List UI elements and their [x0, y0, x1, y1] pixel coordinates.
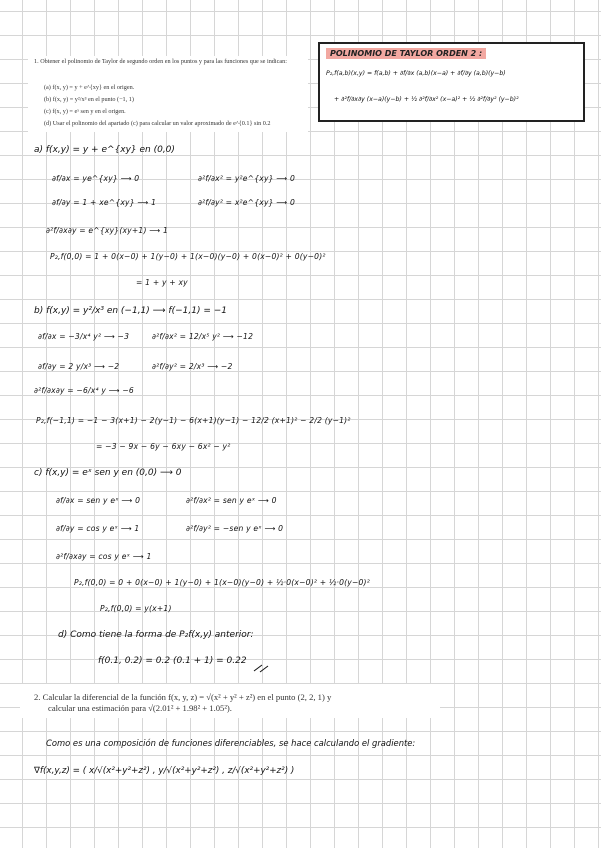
part-d-text: d) Como tiene la forma de P₂f(x,y) anterior: [58, 630, 254, 640]
part-c-polynomial: P₂,f(0,0) = 0 + 0(x−0) + 1(y−0) + 1(x−0)(y−0) + ½·0(x−0)² + ½·0(y−0)² [74, 578, 370, 587]
part-c-deriv-y: ∂f/∂y = cos y eˣ ⟶ 1 [56, 524, 140, 533]
part-a-result: = 1 + y + xy [136, 278, 188, 287]
answer2-gradient: ∇f(x,y,z) = ( x/√(x²+y²+z²) , y/√(x²+y²+z²) , z/√(x²+y²+z²) ) [34, 766, 295, 776]
part-b-deriv-x: ∂f/∂x = −3/x⁴ y² ⟶ −3 [38, 332, 130, 341]
part-a-deriv-xy: ∂²f/∂x∂y = e^{xy}(xy+1) ⟶ 1 [46, 226, 168, 235]
problem1-item-c: (c) f(x, y) = eˣ sen y en el origen. [44, 108, 126, 115]
problem1-item-b: (b) f(x, y) = y²/x³ en el punto (−1, 1) [44, 96, 134, 103]
taylor-formula-line2: + ∂²f/∂x∂y (x−a)(y−b) + ½ ∂²f/∂x² (x−a)² + ½ ∂²f/∂y² (y−b)² [334, 96, 519, 103]
part-c-deriv-yy: ∂²f/∂y² = −sen y eˣ ⟶ 0 [186, 524, 284, 533]
part-a-deriv-yy: ∂²f/∂y² = x²e^{xy} ⟶ 0 [198, 198, 296, 207]
taylor-formula-box [318, 42, 585, 122]
part-a-deriv-x: ∂f/∂x = ye^{xy} ⟶ 0 [52, 174, 140, 183]
part-d-result: f(0.1, 0.2) = 0.2 (0.1 + 1) = 0.22 [98, 656, 247, 666]
part-b-deriv-yy: ∂²f/∂y² = 2/x³ ⟶ −2 [152, 362, 233, 371]
part-a-deriv-xx: ∂²f/∂x² = y²e^{xy} ⟶ 0 [198, 174, 296, 183]
problem2-block [20, 684, 440, 718]
part-c-header: c) f(x,y) = eˣ sen y en (0,0) ⟶ 0 [34, 468, 182, 478]
taylor-box-title: POLINOMIO DE TAYLOR ORDEN 2 : [326, 48, 486, 59]
part-c-result: P₂,f(0,0) = y(x+1) [100, 604, 172, 613]
problem1-intro: 1. Obtener el polinomio de Taylor de segundo orden en los puntos y para las funciones que se indican: [34, 58, 287, 65]
part-c-deriv-xx: ∂²f/∂x² = sen y eˣ ⟶ 0 [186, 496, 277, 505]
result-underline-marks [252, 663, 272, 673]
part-c-deriv-xy: ∂²f/∂x∂y = cos y eˣ ⟶ 1 [56, 552, 152, 561]
problem1-item-a: (a) f(x, y) = y + e^{xy} en el origen. [44, 84, 135, 91]
part-a-polynomial: P₂,f(0,0) = 1 + 0(x−0) + 1(y−0) + 1(x−0)(y−0) + 0(x−0)² + 0(y−0)² [50, 252, 326, 261]
part-a-header: a) f(x,y) = y + e^{xy} en (0,0) [34, 145, 175, 155]
part-b-polynomial: P₂,f(−1,1) = −1 − 3(x+1) − 2(y−1) − 6(x+1)(y−1) − 12/2 (x+1)² − 2/2 (y−1)² [36, 416, 351, 425]
part-a-deriv-y: ∂f/∂y = 1 + xe^{xy} ⟶ 1 [52, 198, 157, 207]
part-b-deriv-xx: ∂²f/∂x² = 12/x⁵ y² ⟶ −12 [152, 332, 254, 341]
part-b-result: = −3 − 9x − 6y − 6xy − 6x² − y² [96, 442, 231, 451]
problem2-line1: 2. Calcular la diferencial de la función f(x, y, z) = √(x² + y² + z²) en el punto (2, 2, 1) y [34, 692, 332, 702]
taylor-formula-line1: P₂,f(a,b)(x,y) = f(a,b) + ∂f/∂x (a,b)(x−a) + ∂f/∂y (a,b)(y−b) [326, 70, 506, 77]
answer2-text: Como es una composición de funciones diferenciables, se hace calculando el gradiente: [46, 738, 416, 748]
problem2-line2: calcular una estimación para √(2.01² + 1.98² + 1.05²). [48, 703, 232, 713]
part-b-header: b) f(x,y) = y²/x³ en (−1,1) ⟶ f(−1,1) = −1 [34, 306, 227, 316]
part-c-deriv-x: ∂f/∂x = sen y eˣ ⟶ 0 [56, 496, 141, 505]
part-b-deriv-xy: ∂²f/∂x∂y = −6/x⁴ y ⟶ −6 [34, 386, 134, 395]
part-b-deriv-y: ∂f/∂y = 2 y/x³ ⟶ −2 [38, 362, 120, 371]
problem1-item-d: (d) Usar el polinomio del apartado (c) para calcular un valor aproximado de e^{0.1} sin 0.2 [44, 120, 271, 127]
